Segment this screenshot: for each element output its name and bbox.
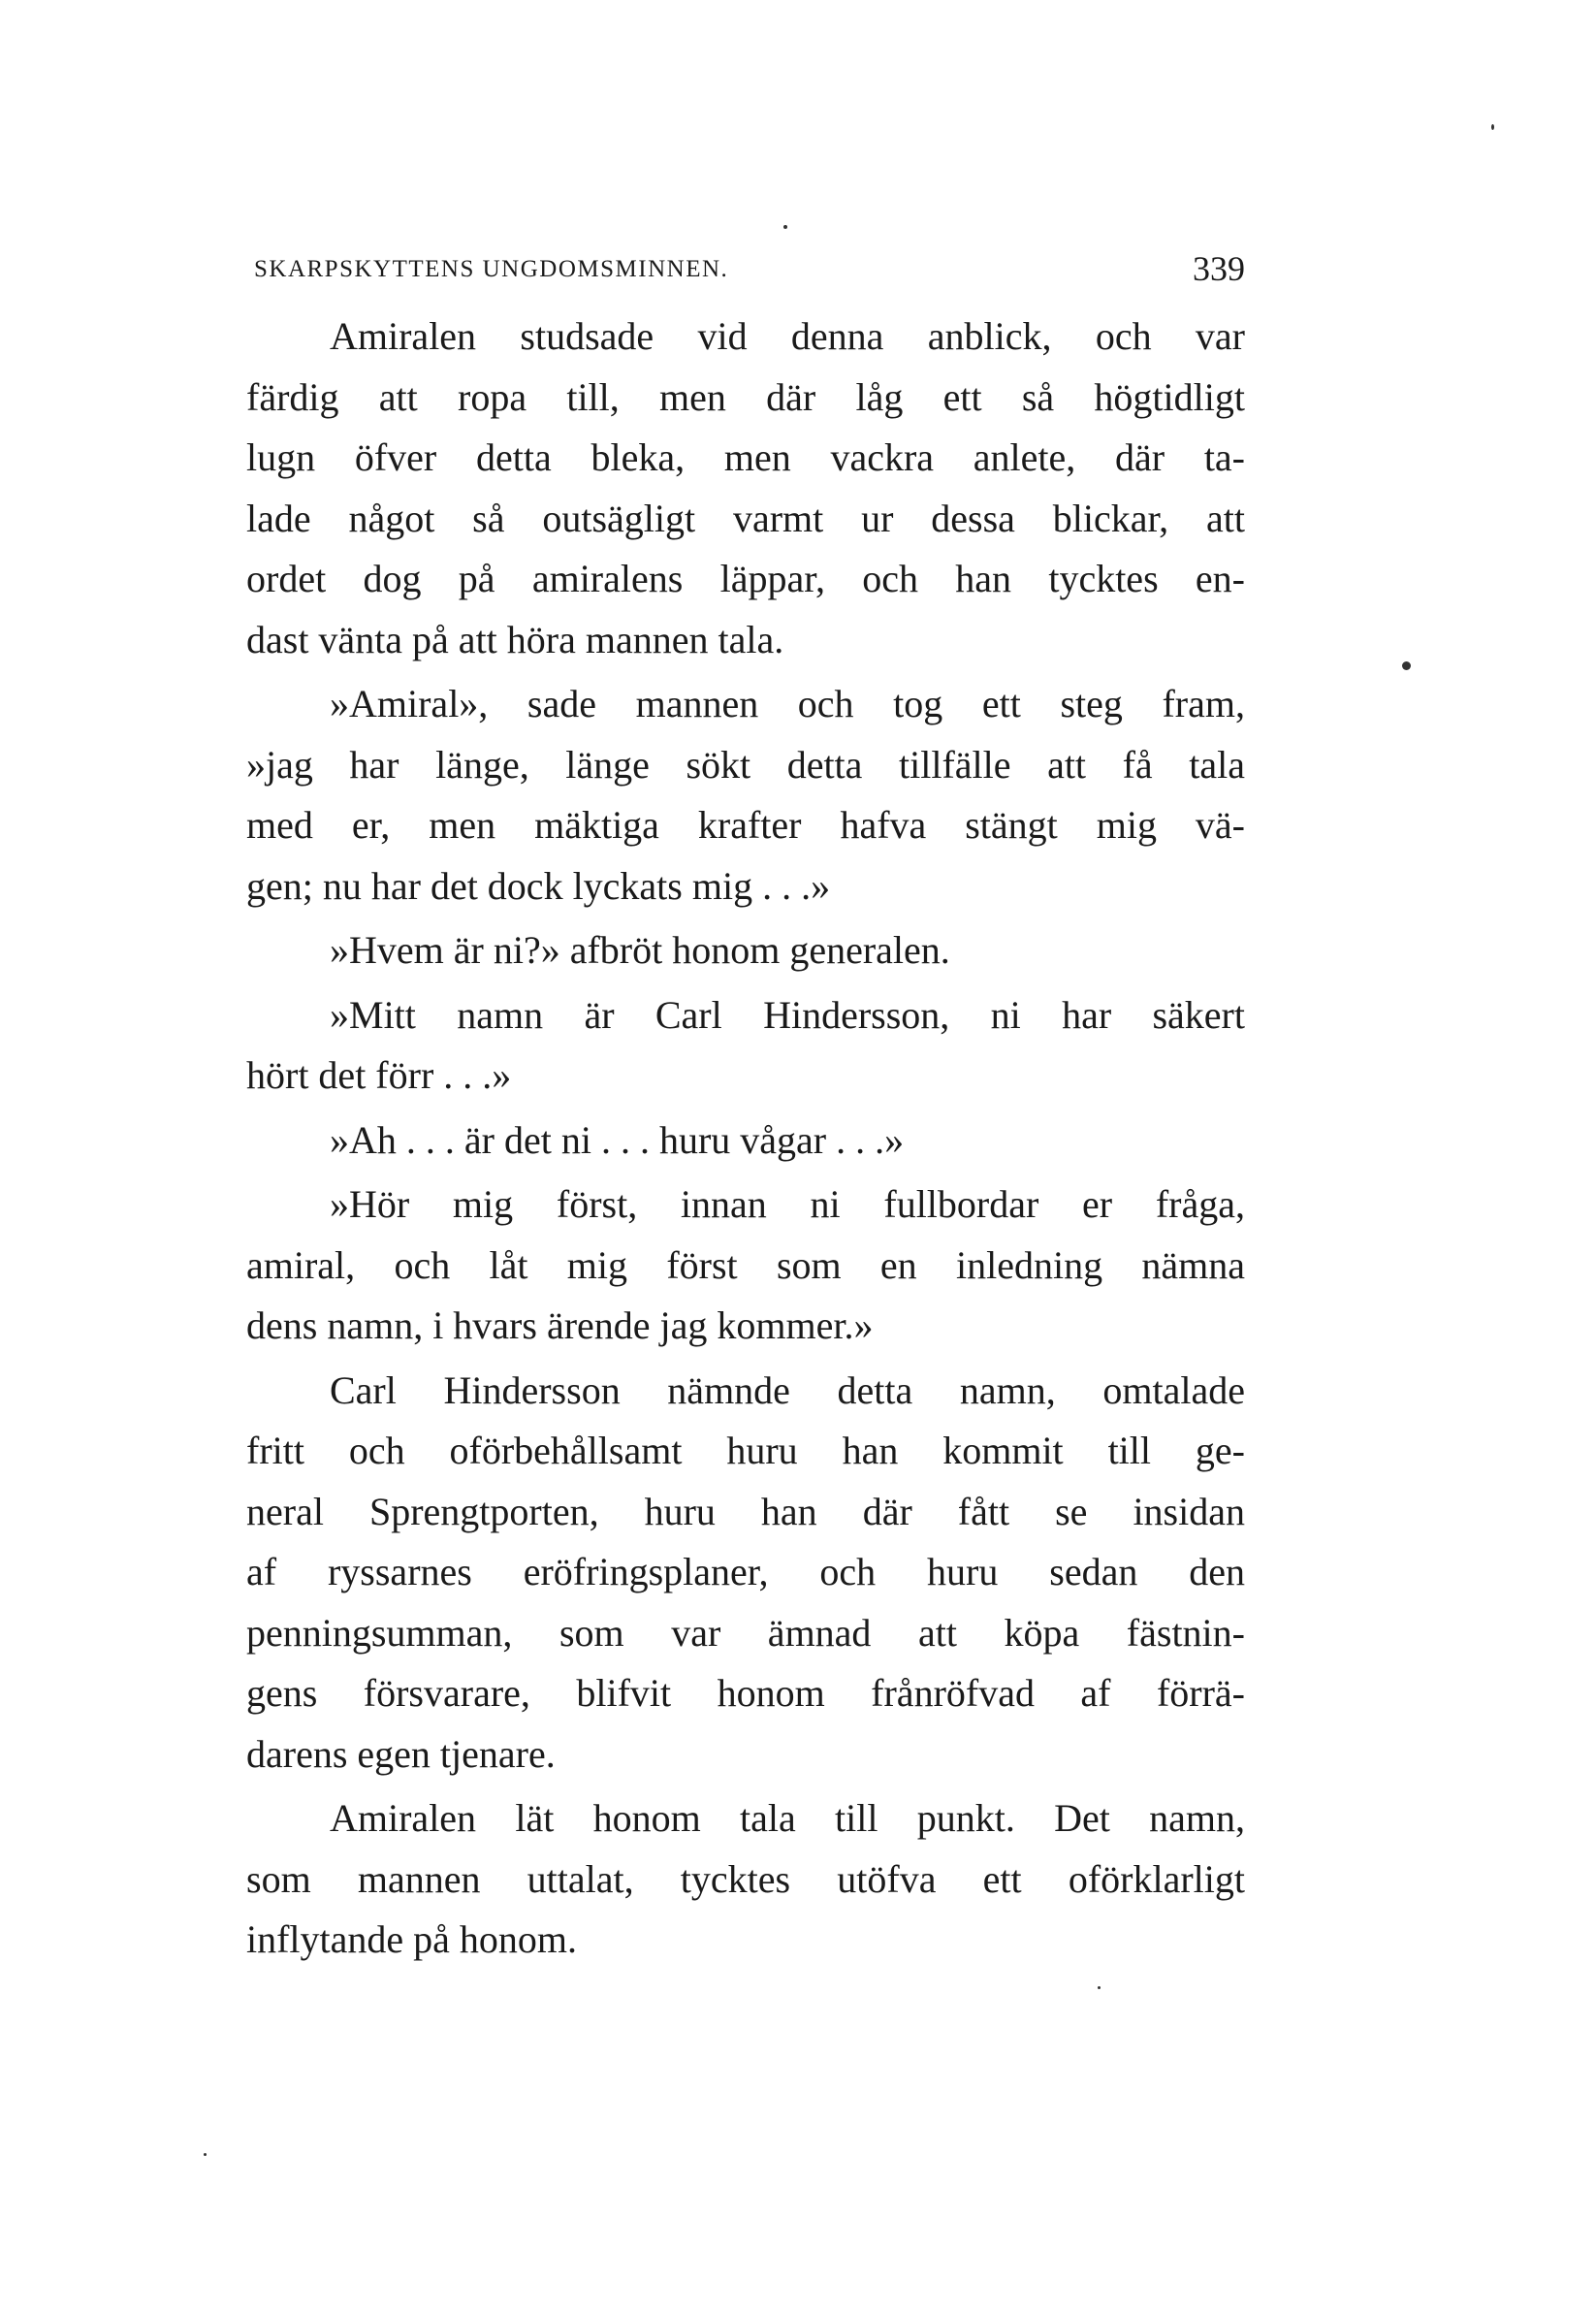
text-line: neral Sprengtporten, huru han där fått se insidan bbox=[246, 1489, 1245, 1533]
text-line: af ryssarnes eröfringsplaner, och huru sedan den bbox=[246, 1550, 1245, 1593]
text-line: som mannen uttalat, tycktes utöfva ett oförklarligt bbox=[246, 1856, 1245, 1901]
scan-speck bbox=[204, 2153, 207, 2156]
running-title: SKARPSKYTTENS UNGDOMSMINNEN. bbox=[254, 256, 729, 282]
text-line: darens egen tjenare. bbox=[246, 1731, 556, 1776]
text-line: »Hvem är ni?» afbröt honom generalen. bbox=[330, 928, 950, 972]
text-line: färdig att ropa till, men där låg ett så högtidligt bbox=[246, 374, 1245, 419]
text-line: Carl Hindersson nämnde detta namn, omtalade bbox=[330, 1367, 1245, 1412]
text-line: Amiralen studsade vid denna anblick, och var bbox=[330, 314, 1245, 358]
text-line: gens försvarare, blifvit honom frånröfvad af förrä- bbox=[246, 1671, 1245, 1715]
text-line: amiral, och låt mig först som en inledning nämna bbox=[246, 1242, 1245, 1287]
page-header bbox=[246, 244, 1245, 303]
text-line: fritt och oförbehållsamt huru han kommit till ge- bbox=[246, 1429, 1245, 1472]
scan-speck bbox=[1098, 1986, 1101, 1989]
text-line: »Mitt namn är Carl Hindersson, ni har säkert bbox=[330, 992, 1245, 1037]
text-line: »jag har länge, länge sökt detta tillfälle att få tala bbox=[246, 742, 1245, 787]
text-line: med er, men mäktiga krafter hafva stängt mig vä- bbox=[246, 803, 1245, 847]
text-line: »Hör mig först, innan ni fullbordar er fråga, bbox=[330, 1182, 1245, 1226]
text-line: inflytande på honom. bbox=[246, 1917, 578, 1961]
text-line: dast vänta på att höra mannen tala. bbox=[246, 617, 784, 661]
text-line: Amiralen lät honom tala till punkt. Det namn, bbox=[330, 1796, 1245, 1840]
text-line: gen; nu har det dock lyckats mig . . .» bbox=[246, 863, 831, 908]
scan-speck bbox=[1491, 124, 1494, 130]
text-line: lade något så outsägligt varmt ur dessa blickar, att bbox=[246, 496, 1245, 540]
scan-speck bbox=[1402, 661, 1411, 670]
body-text bbox=[246, 306, 1245, 1971]
text-line: »Amiral», sade mannen och tog ett steg fram, bbox=[330, 682, 1245, 725]
text-line: dens namn, i hvars ärende jag kommer.» bbox=[246, 1303, 874, 1347]
page-number: 339 bbox=[1193, 249, 1245, 288]
text-line: ordet dog på amiralens läppar, och han tycktes en- bbox=[246, 557, 1245, 600]
text-line: hört det förr . . .» bbox=[246, 1053, 512, 1097]
text-line: »Ah . . . är det ni . . . huru vågar . . .» bbox=[330, 1117, 905, 1162]
scan-speck bbox=[783, 225, 787, 229]
text-line: penningsumman, som var ämnad att köpa fästnin- bbox=[246, 1610, 1245, 1655]
text-line: lugn öfver detta bleka, men vackra anlete, där ta- bbox=[246, 435, 1245, 479]
